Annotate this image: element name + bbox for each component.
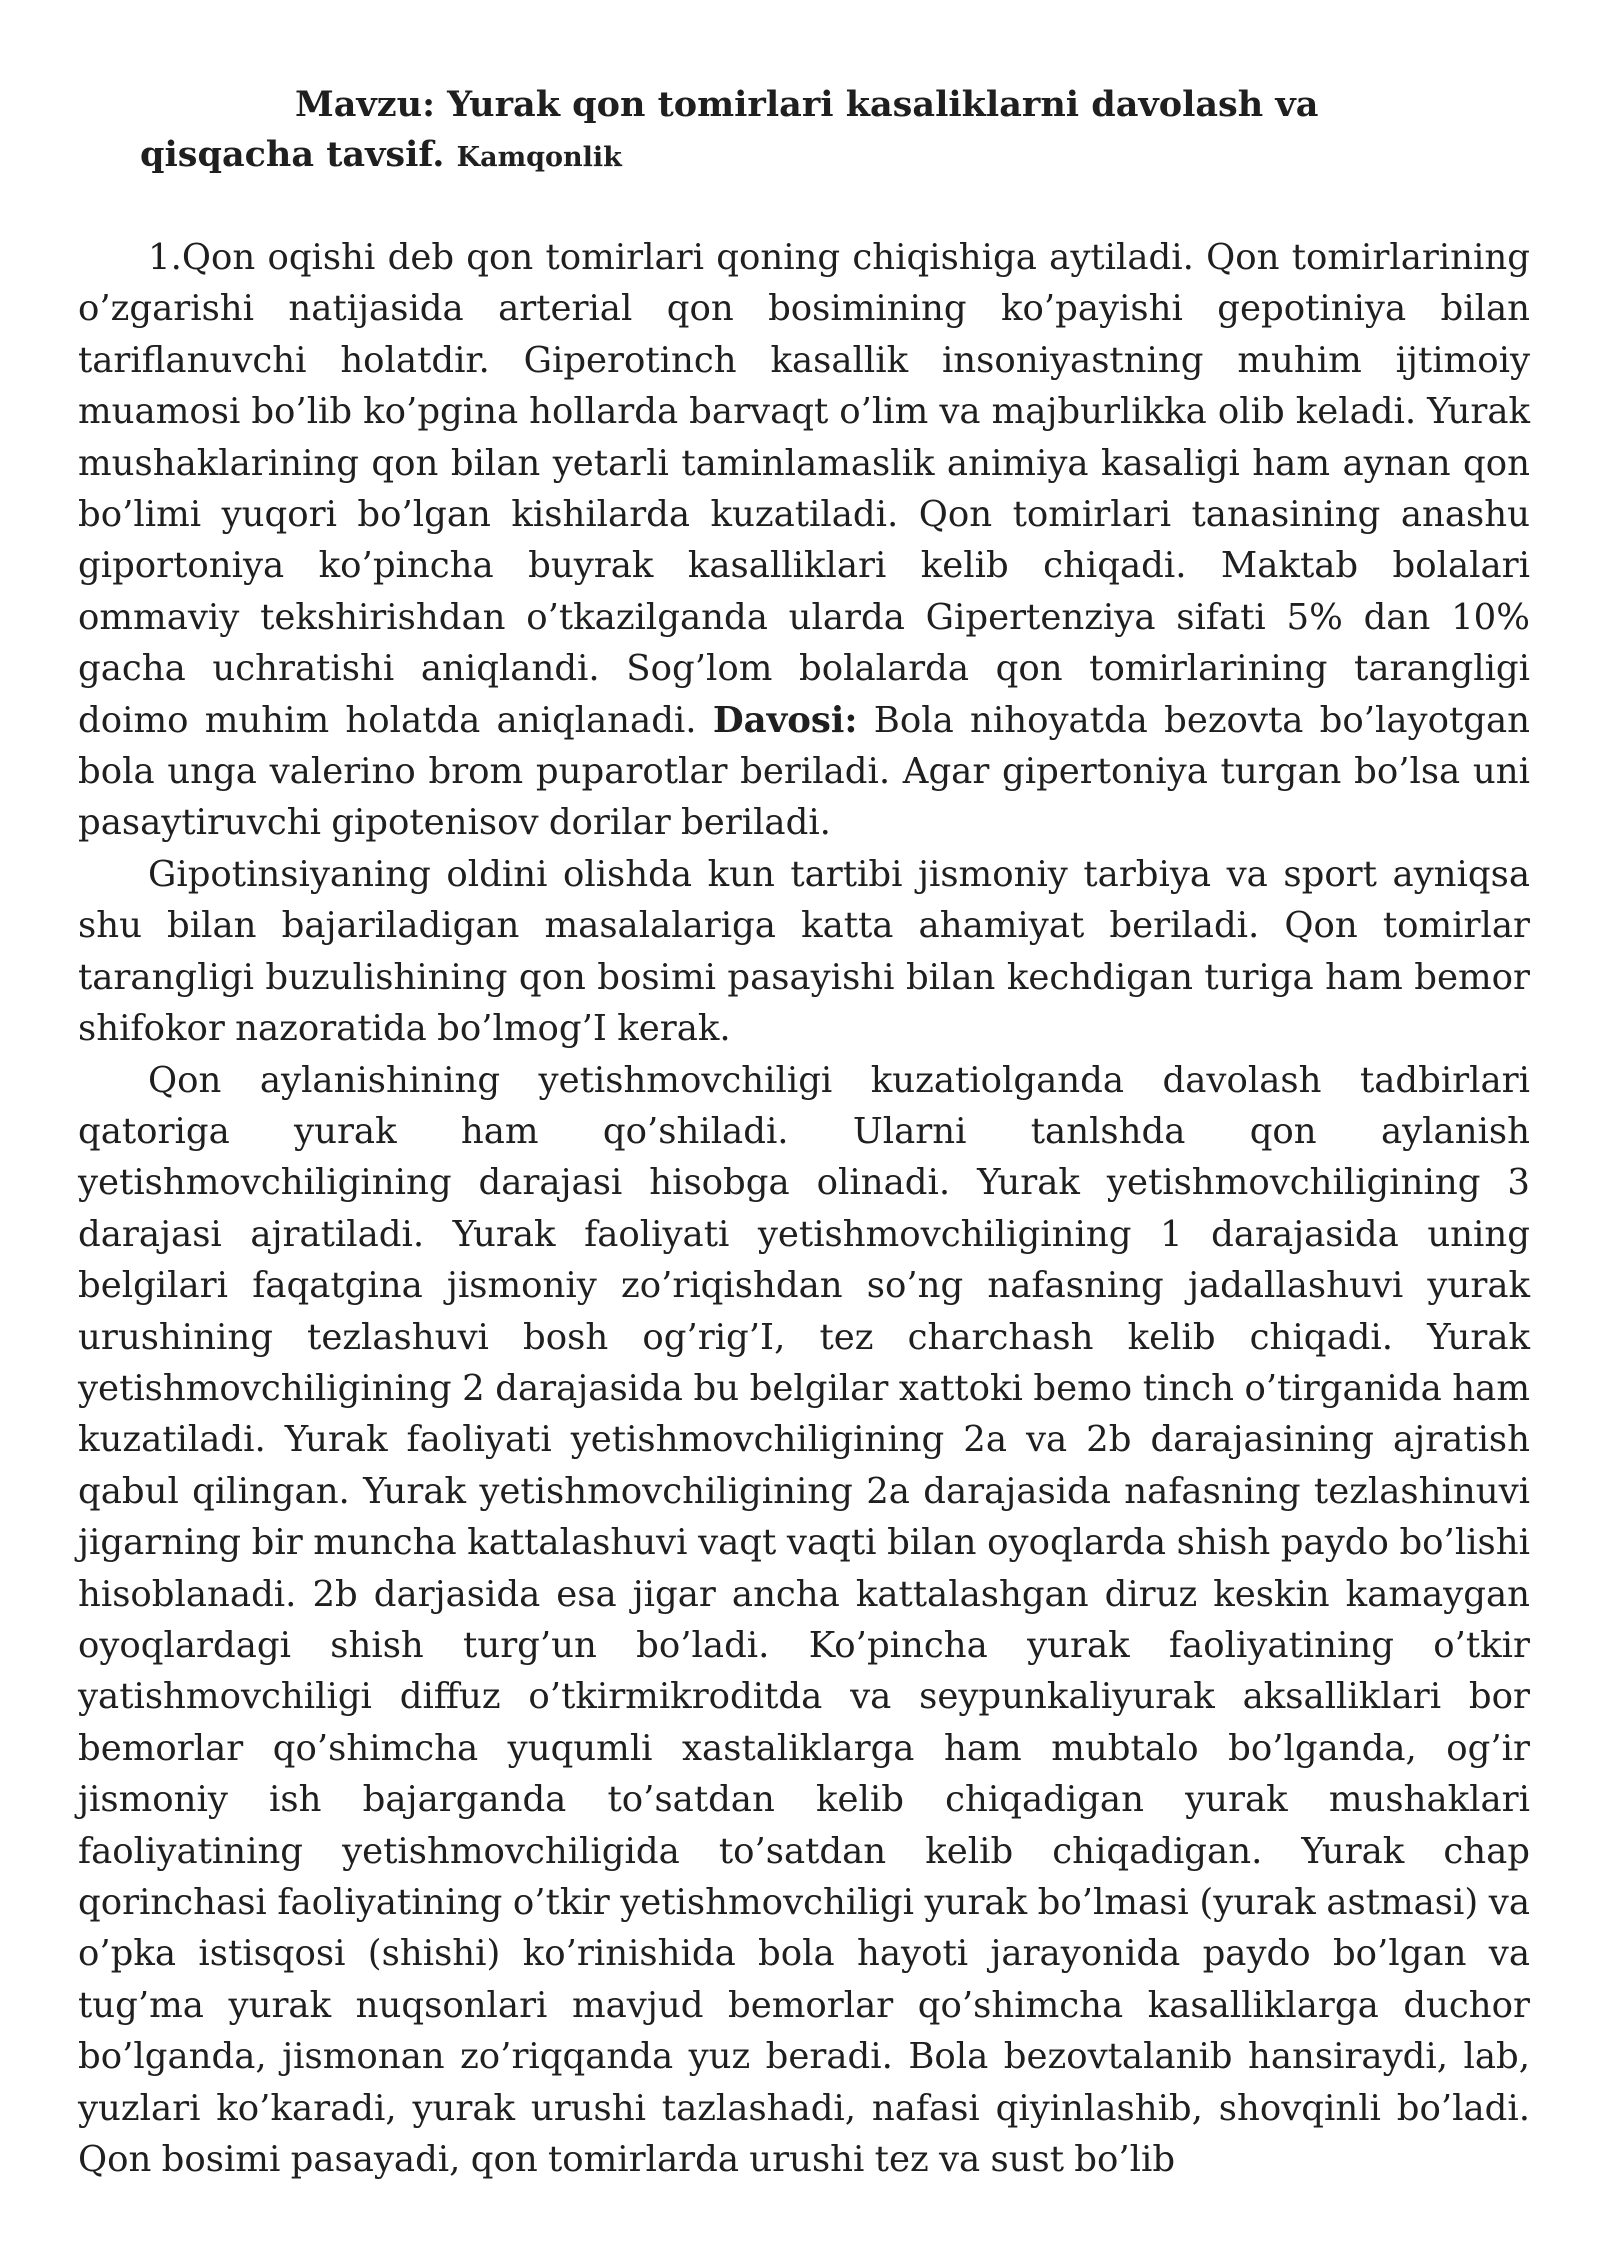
paragraph-1-text-a: 1.Qon oqishi deb qon tomirlari qoning chiqishiga aytiladi. Qon tomirlarining o’zgarishi natijasida arterial qon bosimining ko’payishi gepotiniya bilan tariflanuvchi holatdir. Giperotinch kasallik insoniyastning muhim ijtimoiy muamosi bo’lib ko’pgina hollarda barvaqt o’lim va majburlikka olib keladi. Yurak mushaklarining qon bilan yetarli taminlamaslik animiya kasaligi ham aynan qon bo’limi yuqori bo’lgan kishilarda kuzatiladi. Qon tomirlari tanasining anashu giportoniya ko’pincha buyrak kasalliklari kelib chiqadi. Maktab bolalari ommaviy tekshirishdan o’tkazilganda ularda Gipertenziya sifati 5% dan 10% gacha uchratishi aniqlandi. Sog’lom bolalarda qon tomirlarining tarangligi doimo muhim holatda aniqlanadi.	[78, 237, 1530, 741]
davosi-label: Davosi:	[712, 699, 858, 741]
paragraph-3: Qon aylanishining yetishmovchiligi kuzatiolganda davolash tadbirlari qatoriga yurak ham qo’shiladi. Ularni tanlshda qon aylanish yetishmovchiligining darajasi hisobga olinadi. Yurak yetishmovchiligining 3 darajasi ajratiladi. Yurak faoliyati yetishmovchiligining 1 darajasida uning belgilari faqatgina jismoniy zo’riqishdan so’ng nafasning jadallashuvi yurak urushining tezlashuvi bosh og’rig’I, tez charchash kelib chiqadi. Yurak yetishmovchiligining 2 darajasida bu belgilar xattoki bemo tinch o’tirganida ham kuzatiladi. Yurak faoliyati yetishmovchiligining 2a va 2b darajasining ajratish qabul qilingan. Yurak yetishmovchiligining 2a darajasida nafasning tezlashinuvi jigarning bir muncha kattalashuvi vaqt vaqti bilan oyoqlarda shish paydo bo’lishi hisoblanadi. 2b darjasida esa jigar ancha kattalashgan diruz keskin kamaygan oyoqlardagi shish turg’un bo’ladi. Ko’pincha yurak faoliyatining o’tkir yatishmovchiligi diffuz o’tkirmikroditda va seypunkaliyurak aksalliklari bor bemorlar qo’shimcha yuqumli xastaliklarga ham mubtalo bo’lganda, og’ir jismoniy ish bajarganda to’satdan kelib chiqadigan yurak mushaklari faoliyatining yetishmovchiligida to’satdan kelib chiqadigan. Yurak chap qorinchasi faoliyatining o’tkir yetishmovchiligi yurak bo’lmasi (yurak astmasi) va o’pka istisqosi (shishi) ko’rinishida bola hayoti jarayonida paydo bo’lgan va tug’ma yurak nuqsonlari mavjud bemorlar qo’shimcha kasalliklarga duchor bo’lganda, jismonan zo’riqqanda yuz beradi. Bola bezovtalanib hansiraydi, lab, yuzlari ko’karadi, yurak urushi tazlashadi, nafasi qiyinlashib, shovqinli bo’ladi. Qon bosimi pasayadi, qon tomirlarda urushi tez va sust bo’lib	[78, 1059, 1530, 2181]
paragraph-1	[78, 232, 1530, 849]
document-title	[140, 80, 1520, 183]
paragraph-1-text-b: Bola nihoyatda bezovta bo’layotgan bola unga valerino brom puparotlar beriladi. Agar gipertoniya turgan bo’lsa uni pasaytiruvchi gipotenisov dorilar beriladi.	[78, 699, 1530, 844]
title-line-2: qisqacha tavsif.	[140, 134, 445, 175]
paragraph-2: Gipotinsiyaning oldini olishda kun tartibi jismoniy tarbiya va sport ayniqsa shu bilan bajariladigan masalalariga katta ahamiyat beriladi. Qon tomirlar tarangligi buzulishining qon bosimi pasayishi bilan kechdigan turiga ham bemor shifokor nazoratida bo’lmog’I kerak.	[78, 853, 1530, 1050]
document-body	[78, 232, 1530, 2185]
title-line-1: Mavzu: Yurak qon tomirlari kasaliklarni davolash va	[295, 84, 1319, 125]
title-subtitle: Kamqonlik	[456, 142, 622, 173]
